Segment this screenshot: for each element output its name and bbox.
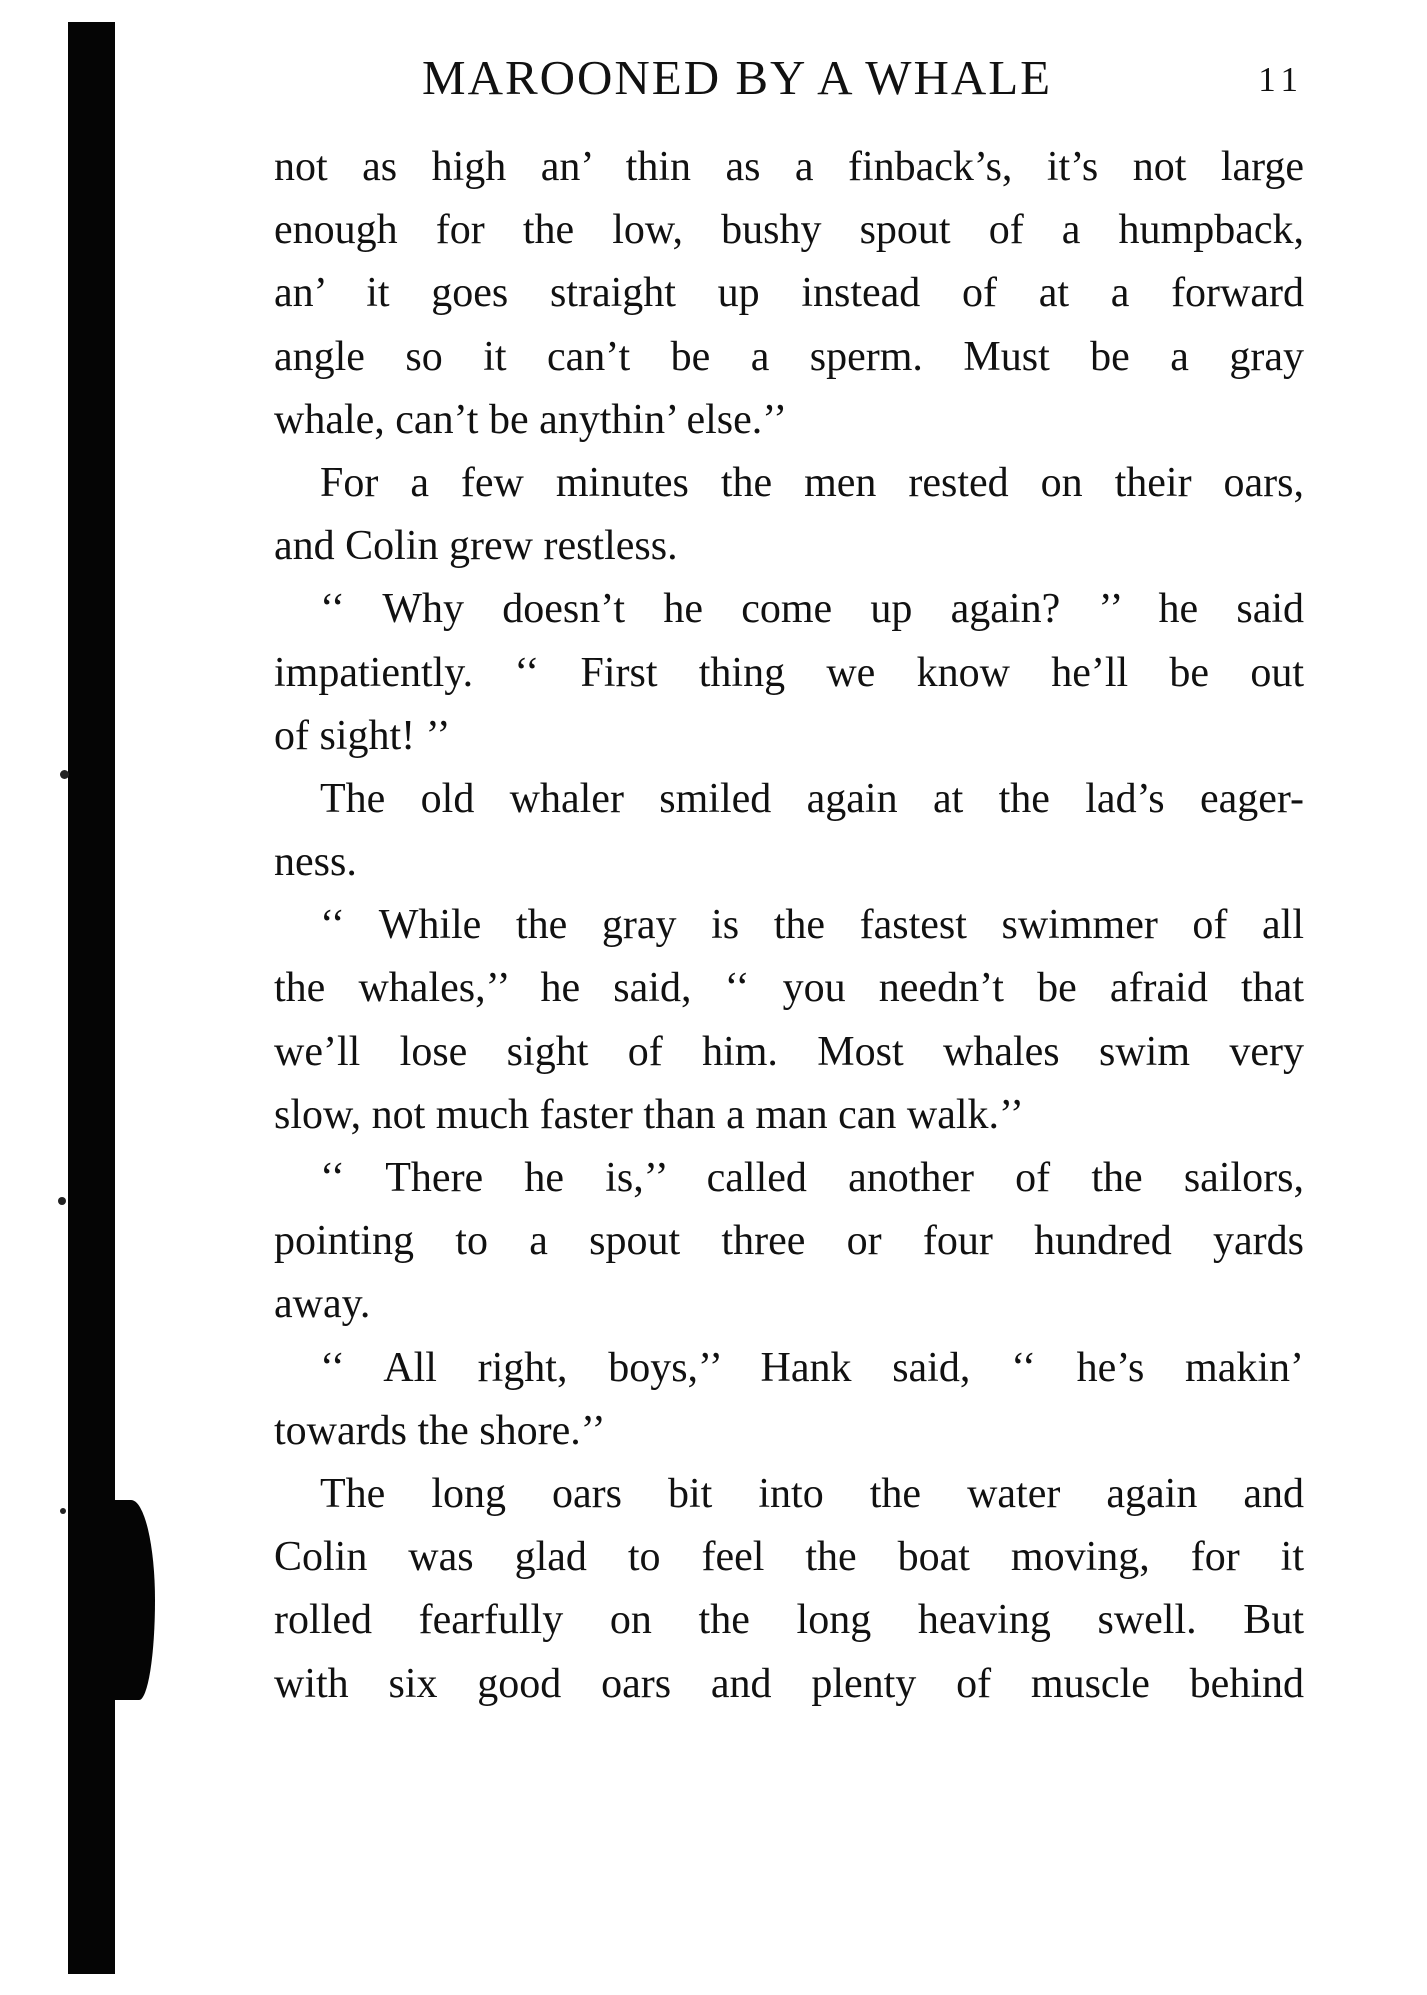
text-line: rolled fearfully on the long heaving swell. But <box>274 1597 1304 1644</box>
paragraph <box>274 1463 1304 1716</box>
running-title: MAROONED BY A WHALE <box>422 50 1053 105</box>
paragraph <box>274 894 1304 1147</box>
page-gutter-tear <box>115 1500 155 1700</box>
text-line: The long oars bit into the water again and <box>320 1470 1304 1517</box>
text-line: angle so it can’t be a sperm. Must be a gray <box>274 333 1304 380</box>
text-line: slow, not much faster than a man can walk.’’ <box>274 1091 1024 1138</box>
paragraph <box>274 578 1304 768</box>
text-line: of sight! ’’ <box>274 712 451 759</box>
text-line: The old whaler smiled again at the lad’s eager- <box>320 775 1304 822</box>
paragraph <box>274 768 1304 894</box>
text-line: impatiently. ‘‘ First thing we know he’ll be out <box>274 649 1304 696</box>
page-gutter-shadow <box>68 22 115 1974</box>
text-line: pointing to a spout three or four hundred yards <box>274 1218 1304 1265</box>
paragraph <box>274 452 1304 578</box>
body-text <box>274 136 1304 1716</box>
text-line: For a few minutes the men rested on their oars, <box>320 459 1304 506</box>
paragraph <box>274 1337 1304 1463</box>
text-line: an’ it goes straight up instead of at a forward <box>274 270 1304 317</box>
scan-speck <box>60 1508 66 1514</box>
text-line: ness. <box>274 839 357 886</box>
paragraph <box>274 136 1304 452</box>
text-line: towards the shore.’’ <box>274 1407 606 1454</box>
scan-speck <box>60 770 69 779</box>
text-line: enough for the low, bushy spout of a humpback, <box>274 207 1304 254</box>
text-line: the whales,’’ he said, ‘‘ you needn’t be afraid that <box>274 965 1304 1012</box>
text-line: we’ll lose sight of him. Most whales swim very <box>274 1028 1304 1075</box>
text-line: ‘‘ There he is,’’ called another of the sailors, <box>320 1155 1304 1201</box>
text-line: ‘‘ While the gray is the fastest swimmer of all <box>320 902 1304 949</box>
paragraph <box>274 1147 1304 1337</box>
text-line: and Colin grew restless. <box>274 523 678 570</box>
text-line: whale, can’t be anythin’ else.’’ <box>274 396 788 443</box>
running-head <box>274 48 1314 108</box>
scan-speck <box>58 1197 66 1205</box>
text-line: with six good oars and plenty of muscle behind <box>274 1660 1304 1707</box>
text-line: Colin was glad to feel the boat moving, for it <box>274 1534 1304 1581</box>
text-line: not as high an’ thin as a finback’s, it’s not large <box>274 144 1304 190</box>
text-line: away. <box>274 1281 371 1328</box>
text-line: ‘‘ All right, boys,’’ Hank said, ‘‘ he’s makin’ <box>320 1344 1304 1391</box>
text-line: ‘‘ Why doesn’t he come up again? ’’ he said <box>320 586 1304 633</box>
page-number: 11 <box>1258 60 1304 99</box>
